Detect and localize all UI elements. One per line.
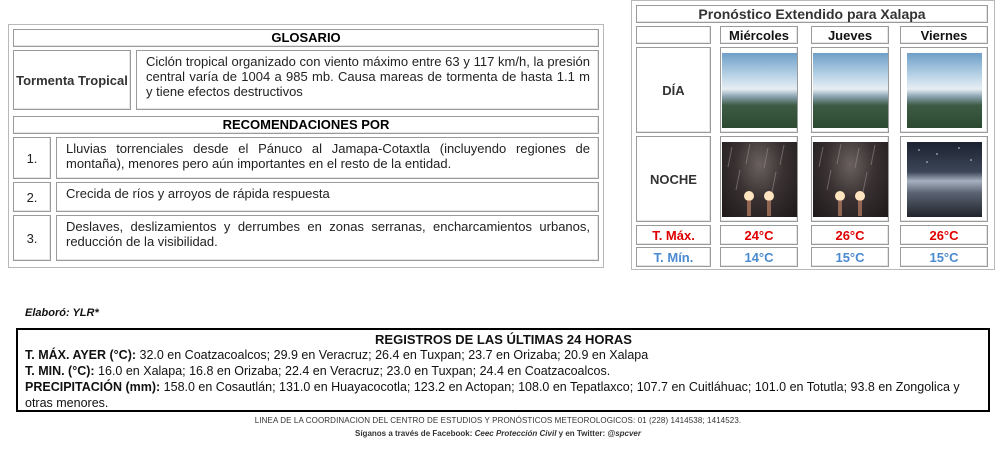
facebook-link[interactable]: Ceec Protección Civil bbox=[474, 429, 557, 438]
forecast-day-label: DÍA bbox=[636, 47, 711, 133]
rainy-night-icon bbox=[722, 142, 797, 217]
forecast-day-cell-3 bbox=[900, 47, 988, 133]
rainy-night-icon bbox=[813, 142, 888, 217]
cloudy-rain-day-icon bbox=[813, 53, 888, 128]
registros-precip-label: PRECIPITACIÓN (mm): bbox=[25, 380, 161, 394]
forecast-day-2: Jueves bbox=[811, 26, 889, 44]
tmin-day-3: 15°C bbox=[900, 247, 988, 267]
twitter-link[interactable]: @spcver bbox=[607, 429, 641, 438]
footer-social-mid: y en Twitter: bbox=[556, 429, 608, 438]
registros-precip-text: 158.0 en Cosautlán; 131.0 en Huayacocotla; 123.2 en Actopan; 108.0 en Tepatlaxco; 107.7 en Cuitláhuac; 101.0 en Totutla; 93.8 en Zongolica y otras menores. bbox=[25, 380, 960, 410]
tmax-day-1: 24°C bbox=[720, 225, 798, 245]
recomendacion-text-1: Lluvias torrenciales desde el Pánuco al Jamapa-Cotaxtla (incluyendo regiones de montaña), menores pero aún importantes en el resto de la entidad. bbox=[56, 137, 599, 179]
registros-box bbox=[16, 328, 990, 412]
tmax-label: T. Máx. bbox=[636, 225, 711, 245]
footer-contact-line: LINEA DE LA COORDINACION DEL CENTRO DE ESTUDIOS Y PRONÓSTICOS METEOROLOGICOS: 01 (228) 1414538; 1414523. bbox=[254, 416, 742, 425]
registros-tmin-label: T. MIN. (°C): bbox=[25, 364, 95, 378]
registros-precip-line bbox=[25, 379, 982, 411]
forecast-title: Pronóstico Extendido para Xalapa bbox=[636, 5, 988, 23]
registros-tmin-text: 16.0 en Xalapa; 16.8 en Orizaba; 22.4 en Veracruz; 23.0 en Tuxpan; 24.4 en Coatzacoalcos. bbox=[94, 364, 611, 378]
recomendacion-text-2: Crecida de ríos y arroyos de rápida respuesta bbox=[56, 182, 599, 212]
glosario-title: GLOSARIO bbox=[13, 29, 599, 47]
cloudy-rain-day-icon bbox=[907, 53, 982, 128]
glosario-definition: Ciclón tropical organizado con viento máximo entre 63 y 117 km/h, la presión central varía de 1004 a 985 mb. Causa mareas de tormenta de hasta 1.1 m y tiene efectos destructivos bbox=[136, 50, 599, 110]
recomendacion-text-3: Deslaves, deslizamientos y derrumbes en zonas serranas, encharcamientos urbanos, reducción de la visibilidad. bbox=[56, 215, 599, 261]
recomendacion-num-3: 3. bbox=[13, 215, 51, 261]
registros-tmax-text: 32.0 en Coatzacoalcos; 29.9 en Veracruz; 26.4 en Tuxpan; 23.7 en Orizaba; 20.9 en Xalapa bbox=[136, 348, 649, 362]
tmin-day-1: 14°C bbox=[720, 247, 798, 267]
forecast-day-1: Miércoles bbox=[720, 26, 798, 44]
left-panel bbox=[8, 24, 604, 268]
forecast-day-cell-1 bbox=[720, 47, 798, 133]
tmax-day-2: 26°C bbox=[811, 225, 889, 245]
recomendaciones-title: RECOMENDACIONES POR bbox=[13, 116, 599, 134]
footer-social-prefix: Síganos a través de Facebook: bbox=[355, 429, 475, 438]
footer-social-line bbox=[0, 429, 996, 438]
forecast-night-label: NOCHE bbox=[636, 136, 711, 222]
forecast-night-cell-3 bbox=[900, 136, 988, 222]
forecast-night-cell-1 bbox=[720, 136, 798, 222]
cloudy-night-icon bbox=[907, 142, 982, 217]
tmax-day-3: 26°C bbox=[900, 225, 988, 245]
forecast-day-cell-2 bbox=[811, 47, 889, 133]
cloudy-rain-day-icon bbox=[722, 53, 797, 128]
tmin-day-2: 15°C bbox=[811, 247, 889, 267]
registros-tmax-label: T. MÁX. AYER (°C): bbox=[25, 348, 137, 362]
forecast-night-cell-2 bbox=[811, 136, 889, 222]
registros-tmax-line bbox=[25, 347, 982, 363]
glosario-term: Tormenta Tropical bbox=[13, 50, 131, 110]
tmin-label: T. Mín. bbox=[636, 247, 711, 267]
recomendacion-num-1: 1. bbox=[13, 137, 51, 179]
registros-title: REGISTROS DE LAS ÚLTIMAS 24 HORAS bbox=[375, 332, 632, 347]
recomendacion-num-2: 2. bbox=[13, 182, 51, 212]
forecast-day-3: Viernes bbox=[900, 26, 988, 44]
forecast-panel bbox=[631, 0, 995, 270]
registros-tmin-line bbox=[25, 363, 982, 379]
elaboro-label: Elaboró: YLR* bbox=[25, 307, 99, 319]
forecast-corner bbox=[636, 26, 711, 44]
